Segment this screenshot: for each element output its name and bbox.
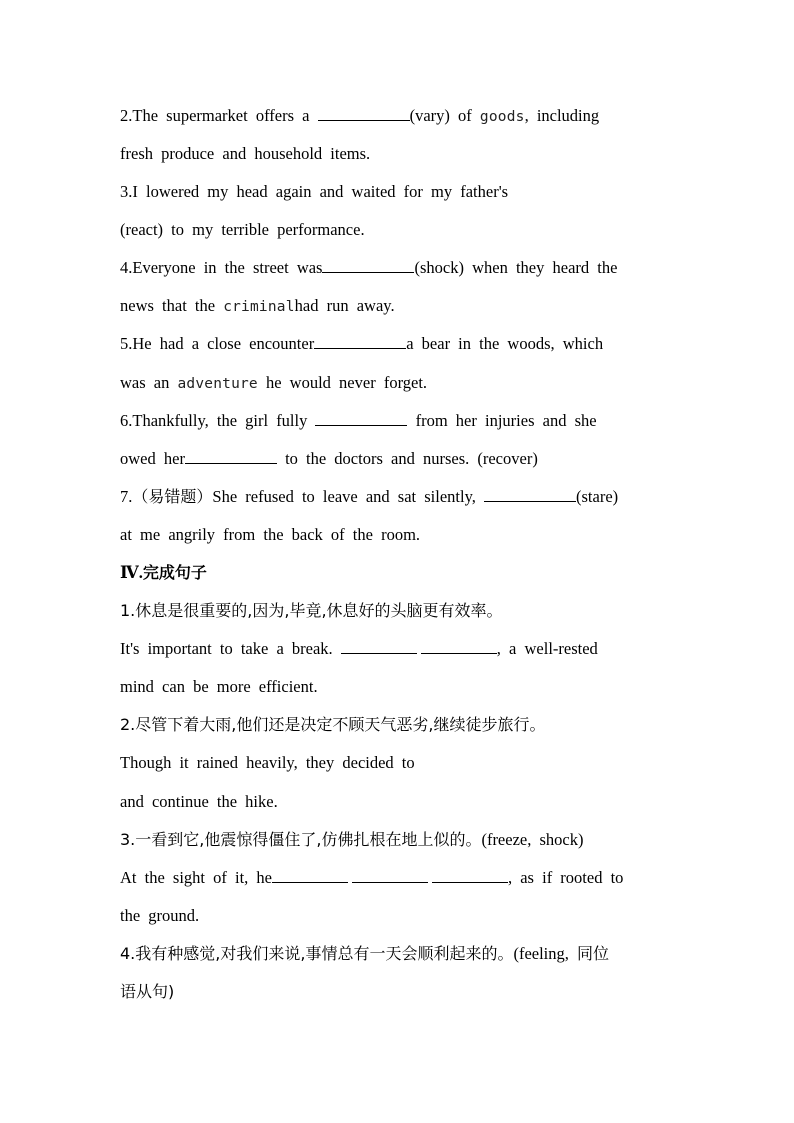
q3-line1: 3.I lowered my head again and waited for my father's [120, 182, 509, 201]
q7-line2: at me angrily from the back of the room. [120, 525, 421, 544]
s4-q2-chinese: 2.尽管下着大雨,他们还是决定不顾天气恶劣,继续徒步旅行。 [120, 715, 546, 734]
answer-blank[interactable] [352, 868, 428, 883]
answer-blank[interactable] [272, 868, 348, 883]
answer-blank[interactable] [432, 868, 508, 883]
answer-blank[interactable] [341, 639, 417, 654]
section-heading: Ⅳ.完成句子 [120, 563, 207, 582]
s4-q2-line2: and continue the hike. [120, 792, 278, 811]
q5-line2: was an adventure he would never forget. [120, 373, 428, 392]
answer-blank[interactable] [314, 334, 406, 349]
s4-q2-line1: Though it rained heavily, they decided to [120, 753, 415, 772]
answer-blank[interactable] [318, 106, 410, 121]
s4-q3-chinese: 3.一看到它,他震惊得僵住了,仿佛扎根在地上似的。(freeze, shock) [120, 830, 584, 849]
s4-q1-line2: mind can be more efficient. [120, 677, 318, 696]
s4-q1-line1: It's important to take a break. , a well-rested [120, 639, 598, 658]
s4-q4-chinese-line2: 语从句) [120, 982, 175, 1001]
answer-blank[interactable] [315, 411, 407, 426]
q3-line2: (react) to my terrible performance. [120, 220, 365, 239]
answer-blank[interactable] [185, 449, 277, 464]
q7-line1: 7.（易错题）She refused to leave and sat silently, (stare) [120, 487, 619, 506]
s4-q1-chinese: 1.休息是很重要的,因为,毕竟,休息好的头脑更有效率。 [120, 601, 503, 620]
s4-q4-chinese-line1: 4.我有种感觉,对我们来说,事情总有一天会顺利起来的。(feeling, 同位 [120, 944, 610, 963]
q2-line2: fresh produce and household items. [120, 144, 371, 163]
q2-line1: 2.The supermarket offers a (vary) of goods, including [120, 106, 600, 125]
answer-blank[interactable] [322, 258, 414, 273]
s4-q3-line1: At the sight of it, he , as if rooted to [120, 868, 624, 887]
answer-blank[interactable] [484, 487, 576, 502]
s4-q3-line2: the ground. [120, 906, 200, 925]
error-prone-tag: （易错题） [132, 487, 213, 506]
q4-line2: news that the criminalhad run away. [120, 296, 395, 315]
q4-line1: 4.Everyone in the street was (shock) when they heard the [120, 258, 618, 277]
q6-line1: 6.Thankfully, the girl fully from her injuries and she [120, 411, 597, 430]
answer-blank[interactable] [421, 639, 497, 654]
q5-line1: 5.He had a close encounter a bear in the woods, which [120, 334, 604, 353]
q6-line2: owed her to the doctors and nurses. (recover) [120, 449, 538, 468]
